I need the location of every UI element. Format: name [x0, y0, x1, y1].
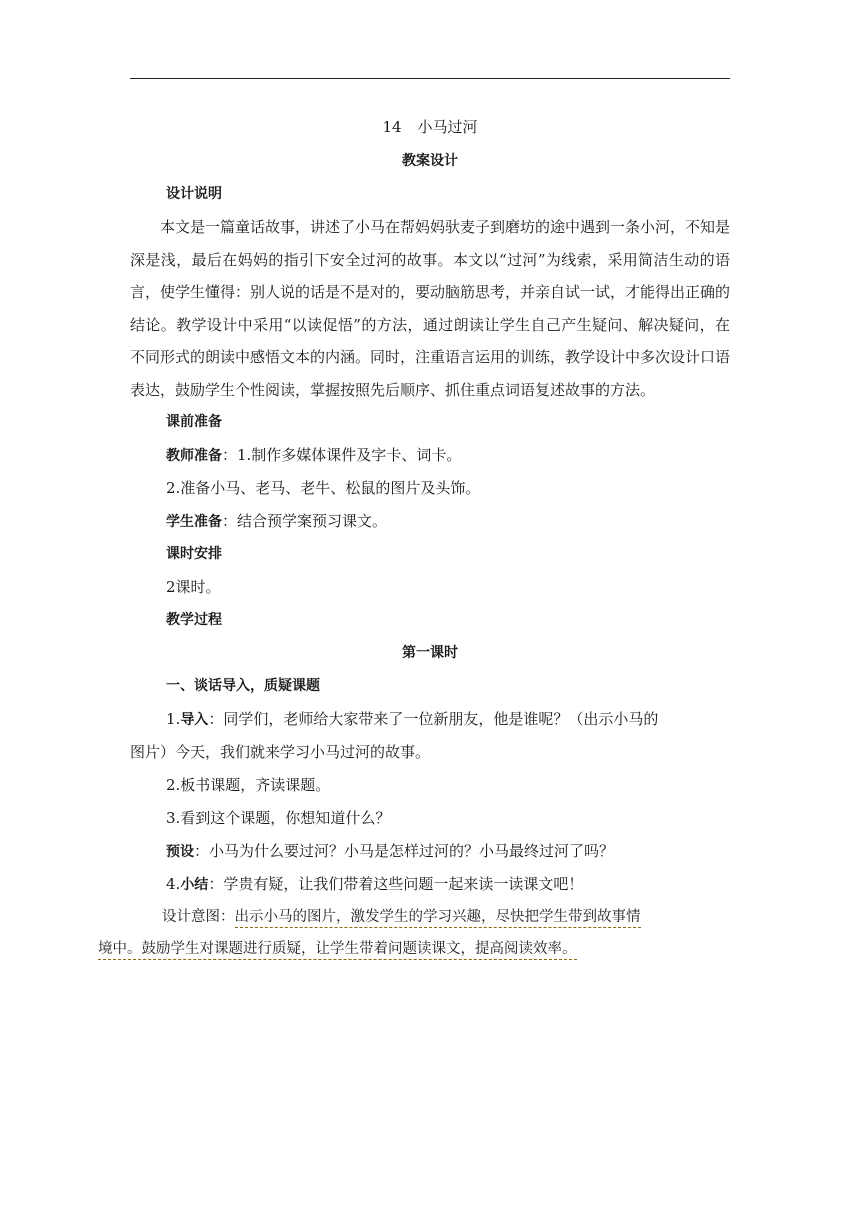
- step-4-label: 小结: [180, 877, 209, 893]
- process-heading: 教学过程: [166, 612, 222, 628]
- header-rule: [130, 78, 730, 79]
- teacher-prep-label: 教师准备: [166, 448, 222, 464]
- document-page: [98, 112, 731, 965]
- design-notes-body: 本文是一篇童话故事，讲述了小马在帮妈妈驮麦子到磨坊的途中遇到一条小河，不知是深是浅，最后在妈妈的指引下安全过河的故事。本文以“过河”为线索，采用简洁生动的语言，使学生懂得：别人说的话是不是对的，要动脑筋思考，并亲自试一试，才能得出正确的结论。教学设计中采用“以读促悟”的方法，通过朗读让学生自己产生疑问、解决疑问，在不同形式的朗读中感悟文本的内涵。同时，注重语言运用的训练，教学设计中多次设计口语表达，鼓励学生个性阅读，掌握按照先后顺序、抓住重点词语复述故事的方法。: [130, 218, 731, 399]
- step-1-line: [130, 703, 730, 736]
- student-prep-item: ：结合预学案预习课文。: [222, 512, 388, 530]
- student-prep-label: 学生准备: [166, 514, 222, 530]
- step-4-text: ：学贵有疑，让我们带着这些问题一起来读一读课文吧！: [208, 875, 584, 893]
- design-notes-heading: 设计说明: [166, 186, 222, 202]
- section-1-heading: 一、谈话导入，质疑课题: [166, 678, 320, 694]
- design-intent: [98, 901, 730, 965]
- step-1-number: 1.: [166, 710, 181, 728]
- lesson-name: 小马过河: [417, 118, 478, 136]
- step-2-line: 2.板书课题，齐读课题。: [166, 776, 331, 794]
- preset-line: [130, 835, 730, 868]
- schedule-value: 2课时。: [166, 578, 221, 596]
- preset-label: 预设: [166, 844, 194, 860]
- step-1-label: 导入: [180, 712, 209, 728]
- schedule-heading: 课时安排: [166, 546, 222, 562]
- preparation-heading: 课前准备: [166, 414, 222, 430]
- design-intent-line-1: 出示小马的图片，激发学生的学习兴趣，尽快把学生带到故事情: [235, 909, 641, 928]
- lesson-subtitle: 教案设计: [402, 153, 458, 169]
- session-title: 第一课时: [402, 645, 458, 661]
- step-1-continuation: 图片）今天，我们就来学习小马过河的故事。: [130, 743, 431, 761]
- lesson-number: 14: [382, 118, 402, 136]
- design-intent-label: 设计意图：: [162, 909, 235, 925]
- preset-text: ：小马为什么要过河？小马是怎样过河的？小马最终过河了吗？: [194, 842, 615, 860]
- step-1-text: ：同学们，老师给大家带来了一位新朋友，他是谁呢？（出示小马的: [208, 710, 659, 728]
- step-3-line: 3.看到这个课题，你想知道什么？: [166, 809, 391, 827]
- step-4-number: 4.: [166, 875, 181, 893]
- design-intent-line-2: 境中。鼓励学生对课题进行质疑，让学生带着问题读课文，提高阅读效率。: [98, 941, 577, 960]
- teacher-prep-item-1: ：1.制作多媒体课件及字卡、词卡。: [222, 446, 462, 464]
- lesson-title: [130, 112, 730, 142]
- teacher-prep-line-2: 2.准备小马、老马、老牛、松鼠的图片及头饰。: [166, 479, 481, 497]
- step-4-line: [130, 868, 730, 901]
- teacher-prep-line-1: [130, 439, 730, 472]
- student-prep-line: [130, 505, 730, 538]
